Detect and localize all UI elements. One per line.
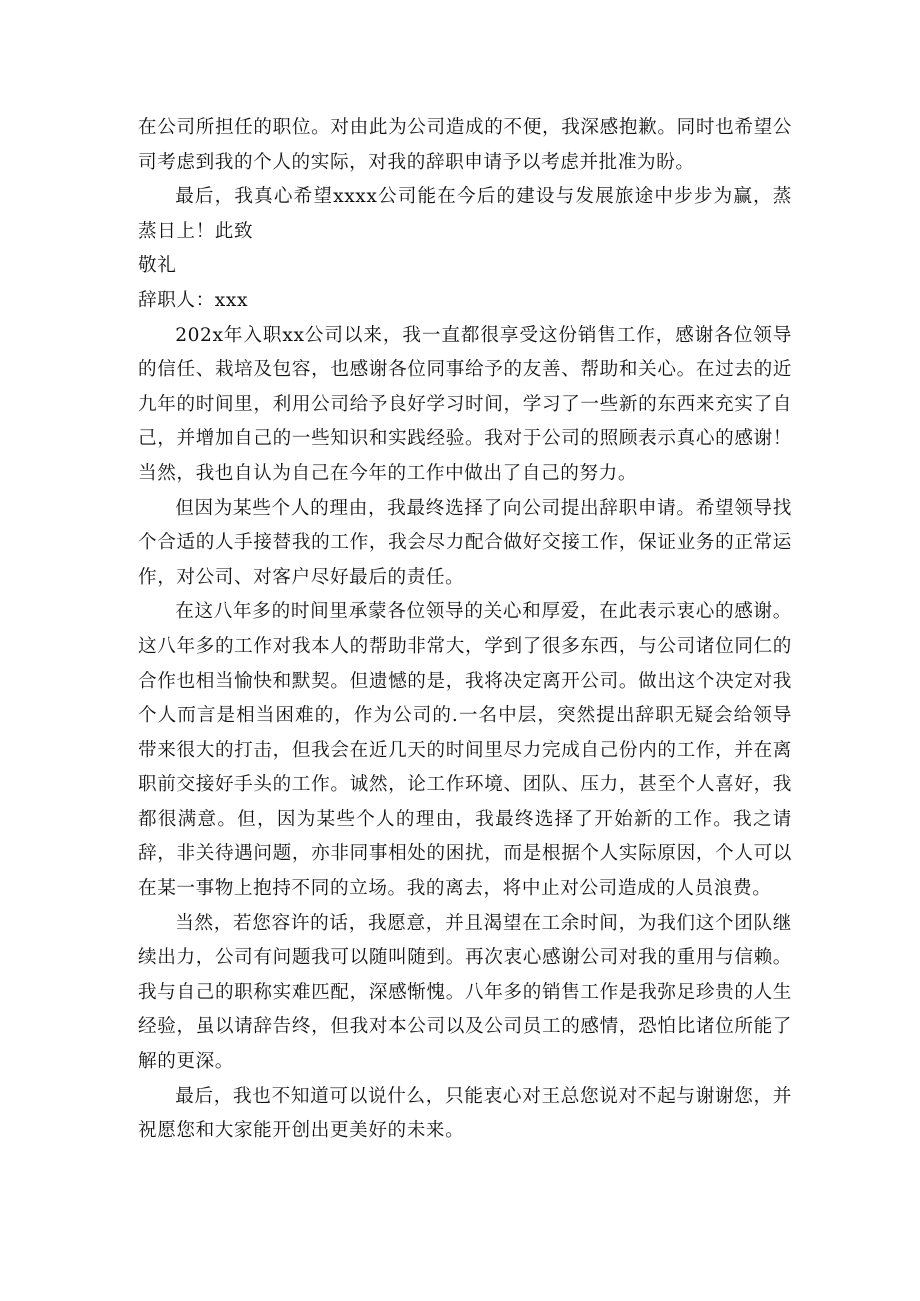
paragraph-continuation: 在公司所担任的职位。对由此为公司造成的不便，我深感抱歉。同时也希望公司考虑到我的个人的实际，对我的辞职申请予以考虑并批准为盼。	[138, 117, 792, 173]
paragraph-gratitude: 在这八年多的时间里承蒙各位领导的关心和厚爱，在此表示衷心的感谢。这八年多的工作对我本人的帮助非常大，学到了很多东西，与公司诸位同仁的合作也相当愉快和默契。但遗憾的是，我将决定离开公司。做出这个决定对我个人而言是相当困难的，作为公司的.一名中层，突然提出辞职无疑会给领导带来很大的打击，但我会在近几天的时间里尽力完成自己份内的工作，并在离职前交接好手头的工作。诚然，论工作环境、团队、压力，甚至个人喜好，我都很满意。但，因为某些个人的理由，我最终选择了开始新的工作。我之请辞，非关待遇问题，亦非同事相处的困扰，而是根据个人实际原因，个人可以在某一事物上抱持不同的立场。我的离去，将中止对公司造成的人员浪费。	[138, 601, 792, 900]
paragraph-intro: 202x年入职xx公司以来，我一直都很享受这份销售工作，感谢各位领导的信任、栽培及包容，也感谢各位同事给予的友善、帮助和关心。在过去的近九年的时间里，利用公司给予良好学习时间，学习了一些新的东西来充实了自己，并增加自己的一些知识和实践经验。我对于公司的照顾表示真心的感谢！当然，我也自认为自己在今年的工作中做出了自己的努力。	[138, 324, 792, 484]
salutation: 敬礼	[138, 255, 177, 277]
document-page	[138, 111, 792, 1149]
paragraph-final: 最后，我也不知道可以说什么，只能衷心对王总您说对不起与谢谢您，并祝愿您和大家能开创出更美好的未来。	[138, 1085, 792, 1142]
paragraph-offer: 当然，若您容许的话，我愿意，并且渴望在工余时间，为我们这个团队继续出力，公司有问题我可以随叫随到。再次衷心感谢公司对我的重用与信赖。我与自己的职称实难匹配，深感惭愧。八年多的销售工作是我弥足珍贵的人生经验，虽以请辞告终，但我对本公司以及公司员工的感情，恐怕比诸位所能了解的更深。	[138, 912, 792, 1073]
paragraph-closing-wish: 最后，我真心希望xxxx公司能在今后的建设与发展旅途中步步为赢，蒸蒸日上！此致	[138, 186, 792, 242]
paragraph-reason: 但因为某些个人的理由，我最终选择了向公司提出辞职申请。希望领导找个合适的人手接替我的工作，我会尽力配合做好交接工作，保证业务的正常运作，对公司、对客户尽好最后的责任。	[138, 497, 792, 588]
signature: 辞职人：xxx	[138, 289, 249, 311]
